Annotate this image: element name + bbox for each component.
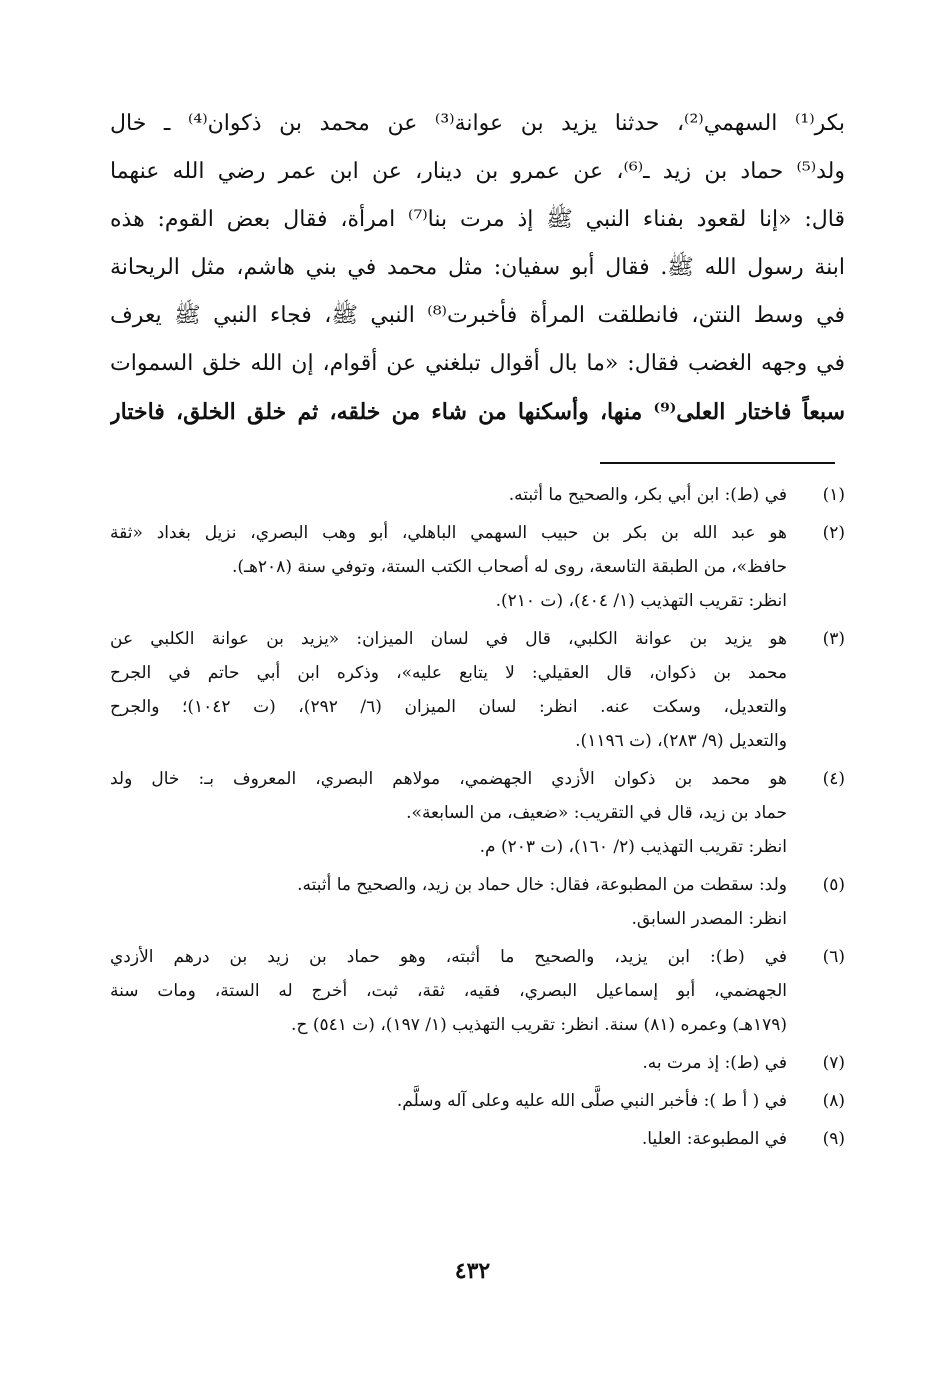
footnote-number: (٦) (822, 947, 845, 967)
footnote-line: حافظ»، من الطبقة التاسعة، روى له أصحاب الكتب الستة، وتوفي سنة (٢٠٨هـ). (231, 557, 787, 577)
footnote-number: (٩) (822, 1129, 845, 1149)
footnote-text (110, 1084, 787, 1118)
footnote-line: (١٧٩هـ) وعمره (٨١) سنة. انظر: تقريب التهذيب (١/ ١٩٧)، (ت ٥٤١) ح. (291, 1015, 787, 1035)
footnote-text (110, 516, 787, 618)
footnote-line: في (ط): ابن يزيد، والصحيح ما أثبته، وهو حماد بن زيد بن درهم الأزدي (110, 947, 787, 967)
footnote-text (110, 478, 787, 512)
footnote-text (110, 622, 787, 758)
footnote-line: والتعديل، وسكت عنه. انظر: لسان الميزان (٦/ ٢٩٢)، (ت ١٠٤٢)؛ والجرح (110, 697, 787, 717)
footnote-line: انظر: تقريب التهذيب (٢/ ١٦٠)، (ت ٢٠٣) م. (479, 837, 787, 857)
footnote (110, 1122, 845, 1156)
page-number: ٤٣٢ (454, 1258, 491, 1284)
main-text-block (110, 100, 845, 436)
footnote-number: (٥) (822, 875, 845, 895)
footnote-number: (٨) (822, 1091, 845, 1111)
footnote-line: هو يزيد بن عوانة الكلبي، قال في لسان الميزان: «يزيد بن عوانة الكلبي عن (110, 629, 787, 649)
footnote-line: في ( أ ط ): فأخبر النبي صلَّى الله عليه وعلى آله وسلَّم. (396, 1091, 787, 1111)
footnote (110, 1084, 845, 1118)
footnote (110, 622, 845, 758)
footnote (110, 1046, 845, 1080)
footnote (110, 868, 845, 936)
footnote-number: (٣) (822, 629, 845, 649)
main-text-line: ولد⁽⁵⁾ حماد بن زيد ـ⁽⁶⁾، عن عمرو بن دينار، عن ابن عمر رضي الله عنهما (110, 159, 845, 184)
footnote-text (110, 1046, 787, 1080)
footnote-text (110, 1122, 787, 1156)
footnote-number: (١) (822, 485, 845, 505)
footnote-line: في المطبوعة: العليا. (641, 1129, 787, 1149)
footnote (110, 940, 845, 1042)
footnote-line: انظر: المصدر السابق. (631, 909, 787, 929)
footnote-line: انظر: تقريب التهذيب (١/ ٤٠٤)، (ت ٢١٠). (495, 591, 787, 611)
footnote (110, 478, 845, 512)
footnote-line: الجهضمي، أبو إسماعيل البصري، فقيه، ثقة، ثبت، أخرج له الستة، ومات سنة (110, 981, 787, 1001)
footnote-line: حماد بن زيد، قال في التقريب: «ضعيف، من السابعة». (406, 803, 787, 823)
footnote-line: هو عبد الله بن بكر بن حبيب السهمي الباهلي، أبو وهب البصري، نزيل بغداد «ثقة (110, 523, 787, 543)
footnote-text (110, 868, 787, 936)
footnote-number: (٧) (822, 1053, 845, 1073)
footnote (110, 516, 845, 618)
footnote-line: والتعديل (٩/ ٢٨٣)، (ت ١١٩٦). (575, 731, 787, 751)
main-text-line: سبعاً فاختار العلى⁽⁹⁾ منها، وأسكنها من شاء من خلقه، ثم خلق الخلق، فاختار (110, 399, 845, 425)
footnote-line: ولد: سقطت من المطبوعة، فقال: خال حماد بن زيد، والصحيح ما أثبته. (297, 875, 787, 895)
footnote-line: في (ط): ابن أبي بكر، والصحيح ما أثبته. (508, 485, 787, 505)
footnote-text (110, 940, 787, 1042)
main-text-line: في وجهه الغضب فقال: «ما بال أقوال تبلغني عن أقوام، إن الله خلق السموات (110, 351, 845, 376)
footnote-text (110, 762, 787, 864)
footnote (110, 762, 845, 864)
main-text-line: قال: «إنا لقعود بفناء النبي ﷺ إذ مرت بنا⁽⁷⁾ امرأة، فقال بعض القوم: هذه (110, 207, 845, 232)
footnote-divider (600, 462, 835, 464)
footnote-number: (٤) (822, 769, 845, 789)
footnote-line: في (ط): إذ مرت به. (642, 1053, 787, 1073)
main-text-line: بكر⁽¹⁾ السهمي⁽²⁾، حدثنا يزيد بن عوانة⁽³⁾ عن محمد بن ذكوان⁽⁴⁾ ـ خال (110, 111, 845, 136)
footnotes-block (110, 478, 845, 1160)
main-text-line: في وسط النتن، فانطلقت المرأة فأخبرت⁽⁸⁾ النبي ﷺ، فجاء النبي ﷺ يعرف (110, 303, 845, 328)
main-text-line: ابنة رسول الله ﷺ. فقال أبو سفيان: مثل محمد في بني هاشم، مثل الريحانة (110, 255, 845, 280)
main-text (110, 100, 845, 436)
footnote-line: محمد بن ذكوان، قال العقيلي: لا يتابع عليه»، وذكره ابن أبي حاتم في الجرح (110, 663, 787, 683)
footnote-line: هو محمد بن ذكوان الأزدي الجهضمي، مولاهم البصري، المعروف بـ: خال ولد (110, 769, 787, 789)
footnote-number: (٢) (822, 523, 845, 543)
